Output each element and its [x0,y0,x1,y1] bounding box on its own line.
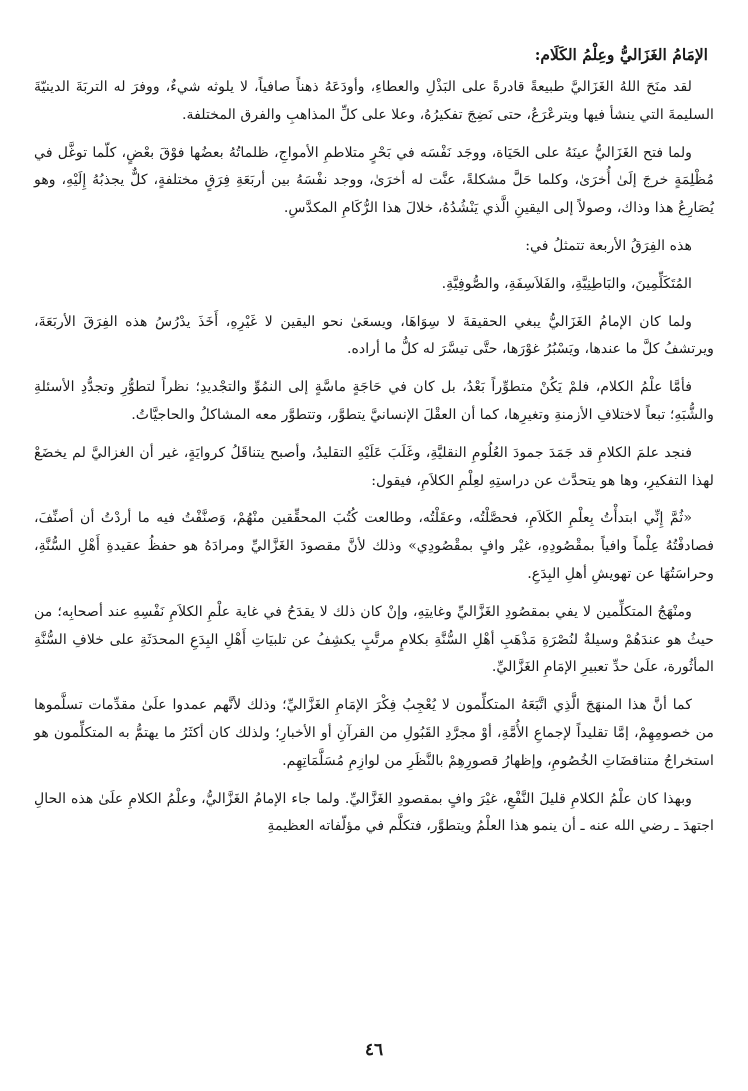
paragraph-3: هذه الفِرَقُ الأربعة تتمثلُ في: [525,237,692,254]
paragraph-1: لقد منَحَ اللهُ الغَزَاليَّ طبيعةً قادرةً على البَذْلِ والعطاءِ، وأودَعَهُ ذهناً صافياً، لا يلوثه شيءٌ، ووفرَ له التربَةَ الدينيّةَ السليمةَ التي ينشأ فيها ويترعْرَعُ، حتى نَضِجَ تفكيرُهُ، وعلا على كلِّ المذاهبِ والفرق المختلفة. [34,79,714,123]
paragraph-2: ولما فتح الغَزَاليُّ عينَهُ على الحَيَاة، ووجَد نَفْسَه في بَحْرٍ متلاطمِ الأمواجِ، ظلماتُهُ بعضُها فوْقَ بعْضٍ، كلّما توغَّل في مُظْلِمَةٍ خرجَ إلَىٰ أُخرَىٰ، وكلما حَلَّ مشكلةً، عنَّت له أخرَىٰ، ووجد نفْسَهُ بين أربَعَةِ فِرَقٍ مختلفةٍ، كلٌّ يجذبُهُ إِلَيْهِ، وهو يُصَارِعُ هذا وذاك، وصولاً إلى اليقينِ الَّذي يَنْشُدُهُ، خلالَ هذا الرُّكَامِ المكدَّسِ. [34,144,714,217]
quote-paragraph: «ثُمَّ إِنِّي ابتدأْتُ بِعلْمِ الكَلاَمِ، فحصَّلْتُه، وعقَلْتُه، وطالعت كُتُبَ المحقِّقين منْهُمْ، وَصنَّفْتُ فيه ما أردْتُ أن أصنِّفَ، فصادفْتُهُ عِلْماً وافياً بمقْصُودِهِ، غيْر وافٍ بمقْصُودِي» وذلك لأنَّ مقصودَ الغَزَّاليِّ ومرادَهُ هو حفظُ عقيدةِ أَهْلِ السُّنَّةِ، وحراسَتُهَا عن تهويشِ أهلِ البِدَعِ. [34,510,714,582]
paragraph-6: فأمَّا علْمُ الكلام، فلمْ يَكُنْ متطوِّراً بَعْدُ، بل كان في حَاجَةٍ ماسَّةٍ إلى النمُوِّ والتجْديدِ؛ نظراً لتطوُّرِ وتجدُّدِ الأسئلةِ والشُّبَهِ؛ تبعاً لاختلافِ الأزمنةِ وتغيرِها، كما أن العقْلَ الإنسانيَّ يتطوَّر، وتتطوَّر معه المشاكلُ والحاجيَّاتُ. [34,379,714,423]
section-heading: الإمَامُ الغَزَاليُّ وعِلْمُ الكَلَام: [534,45,708,64]
page-number: ٤٦ [364,1040,384,1060]
paragraph-4: المُتَكَلِّمِينَ، والبَاطِنِيَّةِ، والفَلاَسِفَةِ، والصُّوفِيَّةِ. [441,275,692,292]
paragraph-7: فنجد علمَ الكلامِ قد جَمَدَ جمودَ العُلُومِ النقليَّةِ، وغَلَبَ عَلَيْهِ التقليدُ، وأصبح يتناقَلُ كروايَةٍ، غير أن الغزاليَّ لم يخضَعْ لهذا التفكيرِ، وها هو يتحدَّث عن دراستِهِ لعِلْمِ الكلاَمِ، فيقول: [34,444,714,489]
paragraph-10: كما أنَّ هذا المنهَجَ الَّذِي اتَّبَعَهُ المتكلِّمون لا يُعْجِبُ فِكْرَ الإمَامِ الغَزَّاليِّ؛ وذلك لأنَّهم عمدوا علَىٰ مقدِّمات تسلَّموها من خصومِهِمْ، إمَّا تقليداً لإجماعِ الأُمَّةِ، أوْ مجرَّدِ القَبُولِ من القرآنِ أو الأخبارِ؛ ولذلك كان أكثَرُ ما يهتمُّ به المتكلِّمون هو استخراجُ متناقضَاتِ الخُصُومِ، وإظهارُ قصورِهِمْ بالنَّظَرِ من لوازِمِ مُسَلَّمَاتِهِم. [34,697,714,769]
paragraph-9: ومنْهَجُ المتكلِّمين لا يفي بمقصُودِ الغَزَّاليِّ وغايتِهِ، وإنْ كان ذلك لا يقدَحُ في غاية علْمِ الكلاَمِ نَفْسِهِ عند أصحابِه؛ من حيثُ هو عندَهُمْ وسيلةٌ لنُصْرَةِ مَذْهَبِ أهْلِ السُّنَّةِ بكلامٍ مرتَّبٍ يكشِفُ عن تلبيَاتِ أَهْلِ البِدَعِ المحدَثَةِ على خلافِ السُّنَّةِ المأثُورة، علَىٰ حدِّ تعبيرِ الإمَامِ الغَزَّاليِّ. [34,603,714,676]
paragraph-5: ولما كان الإمامُ الغَزَاليُّ يبغي الحقيقةَ لا سِوَاهَا، ويسعَىٰ نحو اليقين لا غَيْرِهِ، أَخَذَ يدْرُسُ هذه الفِرَقَ الأربَعَةَ، ويرتشفُ كلَّ ما عندها، ويَسْبُرُ غوْرَها، حتَّى تيسَّرَ له كلُّ ما أراده. [34,313,714,358]
paragraph-11: وبهذا كان علْمُ الكلامِ قليلَ النَّفْعِ، غيْرَ وافٍ بمقصودِ الغَزَّاليِّ. ولما جاء الإمامُ الغَزَّاليُّ، وعلْمُ الكلامِ علَىٰ هذه الحالِ اجتهدَ ـ رضي الله عنه ـ أن ينمو هذا العلْمُ ويتطوَّر، فتكلَّم في مؤلّفاته العظيمةِ [34,790,714,835]
